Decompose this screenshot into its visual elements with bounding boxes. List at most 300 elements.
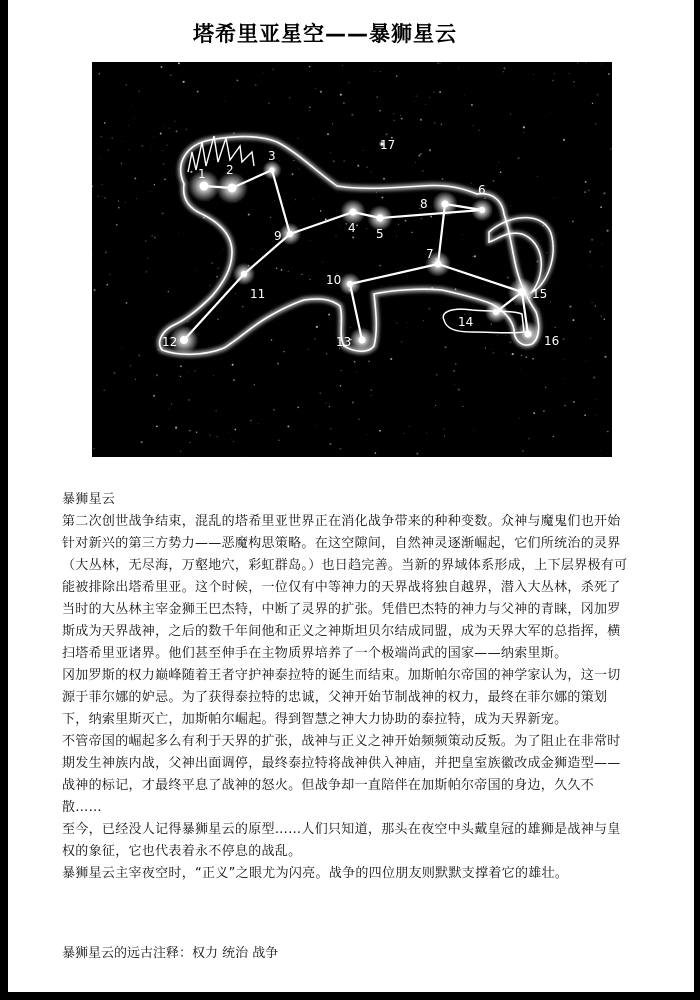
background-star	[564, 405, 565, 406]
background-star	[340, 385, 342, 387]
background-star	[292, 173, 294, 175]
background-star	[355, 363, 356, 364]
paragraph: 至今，已经没人记得暴狮星云的原型……人们只知道，那头在夜空中头戴皇冠的雄狮是战神与皇权的象征，它也代表着永不停息的战乱。	[62, 822, 621, 859]
background-star	[440, 63, 441, 64]
background-star	[340, 94, 342, 96]
background-star	[105, 251, 107, 253]
background-star	[611, 148, 612, 149]
background-star	[370, 389, 372, 391]
background-star	[221, 252, 222, 253]
background-star	[169, 409, 170, 410]
star-label: 1	[198, 167, 206, 181]
background-star	[573, 81, 575, 83]
background-star	[320, 91, 322, 93]
background-star	[497, 335, 498, 336]
background-star	[543, 410, 545, 412]
background-star	[136, 198, 137, 199]
background-star	[553, 198, 554, 199]
background-star	[375, 452, 377, 454]
background-star	[484, 197, 486, 199]
star-label: 17	[380, 138, 396, 152]
background-star	[405, 220, 407, 222]
background-star	[232, 364, 234, 366]
background-star	[121, 347, 122, 348]
background-star	[141, 441, 143, 443]
paragraph: 冈加罗斯的权力巅峰随着王者守护神泰拉特的诞生而结束。加斯帕尔帝国的神学家认为，这一切源于菲尔娜的妒忌。为了获得泰拉特的忠诚，父神开始节制战神的权力，最终在菲尔娜的策划下，纳索里斯灭亡，加斯帕尔崛起。得到智慧之神大力协助的泰拉特，成为天界新宠。	[62, 668, 621, 727]
constellation-svg	[92, 62, 612, 457]
background-star	[563, 338, 565, 340]
background-star	[536, 261, 538, 263]
background-star	[434, 122, 436, 124]
background-star	[423, 320, 424, 321]
star-label: 15	[532, 287, 548, 301]
background-star	[109, 274, 111, 276]
background-star	[248, 214, 250, 216]
background-star	[496, 165, 497, 166]
background-star	[333, 160, 335, 162]
background-star	[441, 124, 443, 126]
background-star	[190, 171, 192, 173]
background-star	[600, 450, 601, 451]
background-star	[595, 123, 597, 125]
background-star	[121, 141, 122, 142]
star-label: 14	[458, 315, 474, 329]
background-star	[507, 277, 509, 279]
background-star	[603, 192, 605, 194]
star	[441, 200, 448, 207]
background-star	[351, 114, 353, 116]
background-star	[418, 155, 420, 157]
background-star	[188, 399, 189, 400]
background-star	[371, 172, 372, 173]
background-star	[455, 363, 456, 364]
star-label: 4	[348, 221, 356, 235]
background-star	[245, 456, 246, 457]
background-star	[471, 183, 472, 184]
background-star	[145, 271, 147, 273]
background-star	[118, 207, 119, 208]
background-star	[584, 414, 586, 416]
background-star	[396, 75, 397, 76]
background-star	[213, 375, 214, 376]
background-star	[357, 165, 359, 167]
background-star	[138, 354, 140, 356]
background-star	[426, 433, 427, 434]
background-star	[301, 274, 302, 275]
background-star	[519, 418, 520, 419]
background-star	[593, 376, 595, 378]
background-star	[179, 76, 180, 77]
background-star	[187, 321, 188, 322]
star-label: 5	[376, 227, 384, 241]
background-star	[178, 62, 180, 64]
background-star	[94, 289, 96, 291]
background-star	[244, 110, 245, 111]
background-star	[174, 121, 175, 122]
background-star	[230, 440, 231, 441]
background-star	[187, 373, 188, 374]
background-star	[437, 63, 438, 64]
background-star	[330, 428, 332, 430]
background-star	[106, 284, 108, 286]
background-star	[458, 273, 459, 274]
constellation-image	[92, 62, 612, 457]
background-star	[189, 430, 191, 432]
background-star	[600, 315, 601, 316]
background-star	[255, 84, 257, 86]
background-star	[396, 322, 397, 323]
background-star	[493, 352, 495, 354]
background-star	[435, 405, 436, 406]
background-star	[332, 123, 333, 124]
star-label: 12	[162, 335, 178, 349]
background-star	[220, 360, 221, 361]
background-star	[233, 379, 235, 381]
background-star	[570, 306, 572, 308]
background-star	[510, 114, 511, 115]
background-star	[473, 430, 474, 431]
background-star	[185, 128, 187, 130]
background-star	[320, 210, 321, 211]
background-star	[533, 412, 535, 414]
background-star	[608, 73, 610, 75]
background-star	[314, 338, 316, 340]
star-label: 2	[226, 163, 234, 177]
background-star	[113, 372, 115, 374]
background-star	[147, 257, 148, 258]
left-border	[0, 0, 8, 1000]
background-star	[458, 67, 459, 68]
background-star	[235, 293, 236, 294]
star	[479, 207, 485, 213]
background-star	[350, 327, 351, 328]
background-star	[271, 311, 272, 312]
background-star	[503, 71, 504, 72]
star-label: 16	[544, 334, 560, 348]
background-star	[348, 82, 349, 83]
background-star	[233, 441, 234, 442]
background-star	[189, 442, 190, 443]
background-star	[162, 212, 164, 214]
background-star	[215, 411, 216, 412]
background-star	[180, 365, 182, 367]
background-star	[322, 279, 323, 280]
background-star	[478, 129, 480, 131]
background-star	[425, 104, 426, 105]
background-star	[383, 178, 385, 180]
background-star	[429, 149, 431, 151]
background-star	[299, 174, 300, 175]
background-star	[268, 103, 270, 105]
background-star	[379, 265, 381, 267]
background-star	[462, 406, 463, 407]
article-body	[62, 489, 632, 885]
background-star	[176, 130, 178, 132]
background-star	[135, 379, 136, 380]
background-star	[601, 266, 602, 267]
star	[524, 330, 531, 337]
background-star	[341, 370, 342, 371]
bottom-border	[0, 992, 700, 1000]
background-star	[403, 433, 404, 434]
background-star	[271, 339, 273, 341]
background-star	[602, 244, 603, 245]
background-star	[264, 73, 265, 74]
background-star	[279, 161, 280, 162]
background-star	[178, 233, 179, 234]
background-star	[217, 319, 218, 320]
background-star	[557, 286, 558, 287]
background-star	[99, 73, 100, 74]
star	[269, 167, 274, 172]
background-star	[564, 359, 565, 360]
background-star	[371, 395, 372, 396]
background-star	[472, 256, 473, 257]
star-label: 13	[336, 335, 352, 349]
background-star	[335, 236, 336, 237]
background-star	[592, 103, 593, 104]
background-star	[160, 133, 162, 135]
background-star	[310, 240, 311, 241]
background-star	[199, 341, 200, 342]
background-star	[444, 435, 445, 436]
background-star	[401, 118, 403, 120]
background-star	[164, 178, 166, 180]
footnote: 暴狮星云的远古注释：权力 统治 战争	[62, 946, 279, 961]
background-star	[409, 426, 410, 427]
star-label: 9	[274, 229, 282, 243]
background-star	[577, 62, 578, 63]
background-star	[420, 218, 422, 220]
background-star	[598, 132, 599, 133]
background-star	[343, 102, 344, 103]
background-star	[283, 351, 284, 352]
background-star	[572, 319, 574, 321]
background-star	[288, 271, 290, 273]
background-star	[432, 65, 433, 66]
background-star	[130, 365, 132, 367]
background-star	[416, 453, 418, 455]
background-star	[555, 327, 556, 328]
background-star	[213, 159, 214, 160]
star	[518, 288, 526, 296]
background-star	[568, 73, 569, 74]
background-star	[597, 192, 598, 193]
background-star	[591, 265, 592, 266]
background-star	[607, 431, 608, 432]
background-star	[161, 66, 163, 68]
background-star	[145, 240, 147, 242]
background-star	[101, 184, 103, 186]
star	[347, 281, 353, 287]
background-star	[328, 314, 330, 316]
background-star	[522, 450, 524, 452]
background-star	[211, 262, 213, 264]
background-star	[273, 409, 275, 411]
star	[180, 336, 188, 344]
background-star	[346, 223, 347, 224]
background-star	[436, 374, 438, 376]
background-star	[101, 136, 102, 137]
background-star	[156, 374, 158, 376]
background-star	[302, 150, 303, 151]
background-star	[261, 248, 262, 249]
background-star	[512, 353, 514, 355]
star	[200, 182, 209, 191]
background-star	[289, 97, 290, 98]
background-star	[532, 358, 534, 360]
star	[228, 184, 237, 193]
background-star	[600, 206, 602, 208]
background-star	[376, 96, 378, 98]
background-star	[503, 116, 504, 117]
background-star	[393, 113, 394, 114]
background-star	[141, 145, 143, 147]
background-star	[485, 347, 486, 348]
background-star	[309, 66, 311, 68]
background-star	[325, 218, 327, 220]
background-star	[99, 159, 100, 160]
background-star	[258, 423, 259, 424]
background-star	[597, 174, 598, 175]
background-star	[573, 401, 575, 403]
background-star	[379, 430, 381, 432]
background-star	[491, 323, 492, 324]
background-star	[104, 122, 106, 124]
background-star	[396, 236, 397, 237]
background-star	[595, 414, 596, 415]
background-star	[309, 107, 311, 109]
background-star	[342, 65, 343, 66]
background-star	[131, 105, 132, 106]
background-star	[195, 370, 196, 371]
background-star	[539, 380, 540, 381]
background-star	[381, 197, 383, 199]
background-star	[444, 346, 446, 348]
background-star	[550, 113, 551, 114]
background-star	[601, 64, 602, 65]
background-star	[414, 101, 415, 102]
background-star	[298, 138, 299, 139]
background-star	[430, 216, 432, 218]
background-star	[493, 180, 495, 182]
background-star	[102, 196, 103, 197]
background-star	[525, 356, 527, 358]
background-star	[329, 443, 331, 445]
background-star	[153, 136, 154, 137]
background-star	[379, 110, 381, 112]
background-star	[420, 119, 422, 121]
background-star	[129, 149, 130, 150]
background-star	[125, 302, 127, 304]
background-star	[316, 326, 318, 328]
background-star	[366, 434, 367, 435]
background-star	[585, 62, 586, 63]
background-star	[545, 387, 546, 388]
page-title: 塔希里亚星空——暴狮星云	[193, 22, 457, 46]
background-star	[390, 358, 392, 360]
background-star	[156, 426, 158, 428]
background-star	[506, 335, 507, 336]
background-star	[553, 436, 554, 437]
background-star	[591, 238, 593, 240]
star-label: 6	[478, 183, 486, 197]
background-star	[245, 143, 246, 144]
background-star	[163, 163, 165, 165]
background-star	[411, 232, 412, 233]
background-star	[234, 429, 236, 431]
background-star	[546, 252, 548, 254]
background-star	[111, 137, 113, 139]
background-star	[295, 199, 296, 200]
background-star	[407, 322, 408, 323]
background-star	[563, 139, 565, 141]
background-star	[325, 403, 326, 404]
background-star	[150, 191, 151, 192]
background-star	[572, 220, 574, 222]
background-star	[474, 255, 476, 257]
background-star	[308, 276, 309, 277]
star-label: 10	[326, 273, 342, 287]
background-star	[604, 319, 606, 321]
background-star	[322, 262, 323, 263]
background-star	[293, 160, 294, 161]
background-star	[197, 91, 199, 93]
star	[358, 336, 365, 343]
background-star	[298, 168, 300, 170]
background-star	[180, 376, 182, 378]
background-star	[433, 407, 434, 408]
background-star	[171, 403, 172, 404]
background-star	[428, 308, 430, 310]
background-star	[278, 440, 279, 441]
background-star	[376, 192, 377, 193]
background-star	[381, 286, 382, 287]
background-star	[309, 110, 310, 111]
background-star	[589, 251, 591, 253]
background-star	[595, 305, 596, 306]
background-star	[297, 407, 299, 409]
paragraph: 第二次创世战争结束，混乱的塔希里亚世界正在消化战争带来的种种变数。众神与魔鬼们也开始针对新兴的第三方势力——恶魔构思策略。在这空隙间，自然神灵逐渐崛起，它们所统治的灵界（大丛林，无尽海，万壑地穴，彩虹群岛。）也日趋完善。当新的界域体系形成，上下层界极有可能被排除出塔希里亚。这个时候，一位仅有中等神力的天界战将独自越界，潜入大丛林，杀死了当时的大丛林主宰金狮王巴杰特，中断了灵界的扩张。凭借巴杰特的神力与父神的青睐，冈加罗斯成为天界战神，之后的数千年间他和正义之神斯坦贝尔结成同盟，成为天界大军的总指挥，横扫塔希里亚诸界。他们甚至伸手在主物质界培养了一个极端尚武的国家——纳索里斯。	[62, 514, 628, 661]
background-star	[386, 133, 388, 135]
background-star	[596, 399, 597, 400]
background-star	[520, 369, 521, 370]
background-star	[554, 73, 555, 74]
background-star	[523, 132, 524, 133]
background-star	[586, 360, 587, 361]
background-star	[217, 267, 219, 269]
background-star	[534, 74, 535, 75]
background-star	[398, 224, 399, 225]
background-star	[606, 230, 608, 232]
background-star	[162, 150, 163, 151]
background-star	[164, 126, 165, 127]
background-star	[414, 118, 415, 119]
background-star	[500, 171, 502, 173]
star	[493, 309, 499, 315]
background-star	[154, 184, 155, 185]
background-star	[439, 91, 441, 93]
background-star	[151, 235, 152, 236]
background-star	[329, 406, 331, 408]
background-star	[270, 217, 272, 219]
background-star	[420, 153, 422, 155]
background-star	[552, 80, 554, 82]
background-star	[118, 200, 119, 201]
background-star	[409, 213, 410, 214]
background-star	[415, 162, 416, 163]
background-star	[320, 393, 321, 394]
